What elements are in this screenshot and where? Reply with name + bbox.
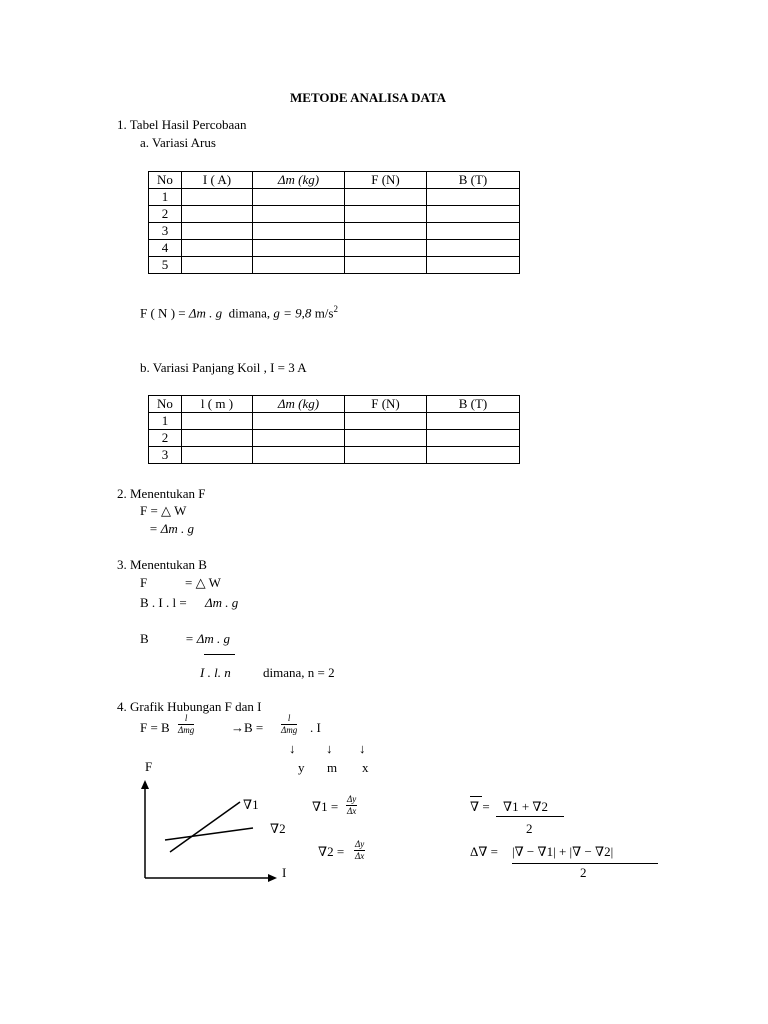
delta-slope-denominator: 2 [580,865,587,880]
eq-fraction-1-num: l [178,714,194,725]
table-cell: 1 [149,413,182,430]
section-3-line-1-right: = △ W [185,575,221,590]
graph-line-2 [165,828,253,840]
eq-fraction-2-num: l [281,714,297,725]
section-3-b-denominator: I . l. n [200,665,231,680]
section-3-line-2-right: Δm . g [205,595,239,610]
mean-slope-left: ∇ = [470,799,490,814]
table-cell: 4 [149,240,182,257]
table-header: I ( A) [182,172,253,189]
graph-x-label: I [282,865,287,880]
delta-slope-left: Δ∇ = [470,844,499,859]
formula-force-unit: m/s [311,305,334,321]
table-header: Δm (kg) [253,396,345,413]
slope-2-den: Δx [355,851,365,861]
x-axis-arrowhead-icon [268,874,277,882]
down-arrow-icon: ↓ [326,741,333,756]
delta-slope-numerator: |∇ − ∇1| + |∇ − ∇2| [512,844,614,859]
page-title: METODE ANALISA DATA [290,90,447,105]
overline [470,796,482,797]
slope-2-fraction [354,840,365,861]
section-1a-label: a. Variasi Arus [140,135,216,150]
section-1-heading: 1. Tabel Hasil Percobaan [117,117,247,132]
section-4-eq-left: F = B [140,720,170,735]
table-header: No [149,396,182,413]
graph-line-2-label: ∇2 [270,821,286,836]
formula-force-math: Δm . g [188,305,223,321]
section-3-line-3-left: B [140,631,149,646]
table-cell: 5 [149,257,182,274]
arrow-label-y: y [298,760,305,775]
table-cell: 3 [149,223,182,240]
section-2-heading: 2. Menentukan F [117,486,206,501]
y-axis-arrowhead-icon [141,780,149,789]
fraction-bar [496,816,564,817]
eq-fraction-1-den: Δmg [178,725,195,735]
eq-fraction-2-den: Δmg [281,725,298,735]
formula-force-g: g = 9,8 [273,305,312,321]
graph-line-1 [170,802,240,852]
table-cell: 2 [149,206,182,223]
section-4-heading: 4. Grafik Hubungan F dan I [117,699,262,714]
arrow-label-m: m [327,760,338,775]
table-header: F (N) [345,172,427,189]
fraction-bar [512,863,658,864]
slope-2-left: ∇2 = [318,844,345,859]
section-3-b-numerator: = Δm . g [185,631,231,646]
mean-slope-denominator: 2 [526,821,533,836]
section-4-eq-arrow: →B = [231,720,264,735]
section-3-line-1-left: F [140,575,148,590]
table-header: Δm (kg) [253,172,345,189]
section-3-heading: 3. Menentukan B [117,557,207,572]
table-header: No [149,172,182,189]
section-2-line-2: = Δm . g [149,521,195,536]
slope-1-fraction [346,795,357,816]
down-arrow-icon: ↓ [289,741,296,756]
section-3-line-2-left: B . I . l = [140,595,187,610]
slope-1-left: ∇1 = [312,799,339,814]
formula-force-where: dimana, [228,305,274,321]
section-1b-label: b. Variasi Panjang Koil , I = 3 A [140,360,307,375]
slope-1-den: Δx [347,806,357,816]
table-cell: 3 [149,447,182,464]
table-header: B (T) [427,396,520,413]
arrow-label-x: x [362,760,369,775]
down-arrow-icon: ↓ [359,741,366,756]
table-cell: 2 [149,430,182,447]
section-2-line-1: F = △ W [140,503,187,518]
slope-2-num: Δy [355,839,365,849]
formula-force-exponent: 2 [333,304,338,314]
table-header: l ( m ) [182,396,253,413]
graph-y-label: F [145,759,153,774]
table-cell: 1 [149,189,182,206]
slope-1-num: Δy [347,794,357,804]
section-4-eq-tail: . I [310,720,321,735]
graph-line-1-label: ∇1 [243,797,259,812]
section-3-where: dimana, n = 2 [263,665,335,680]
mean-slope-numerator: ∇1 + ∇2 [503,799,548,814]
table-header: B (T) [427,172,520,189]
table-header: F (N) [345,396,427,413]
formula-force-left: F ( N ) = [140,305,189,321]
